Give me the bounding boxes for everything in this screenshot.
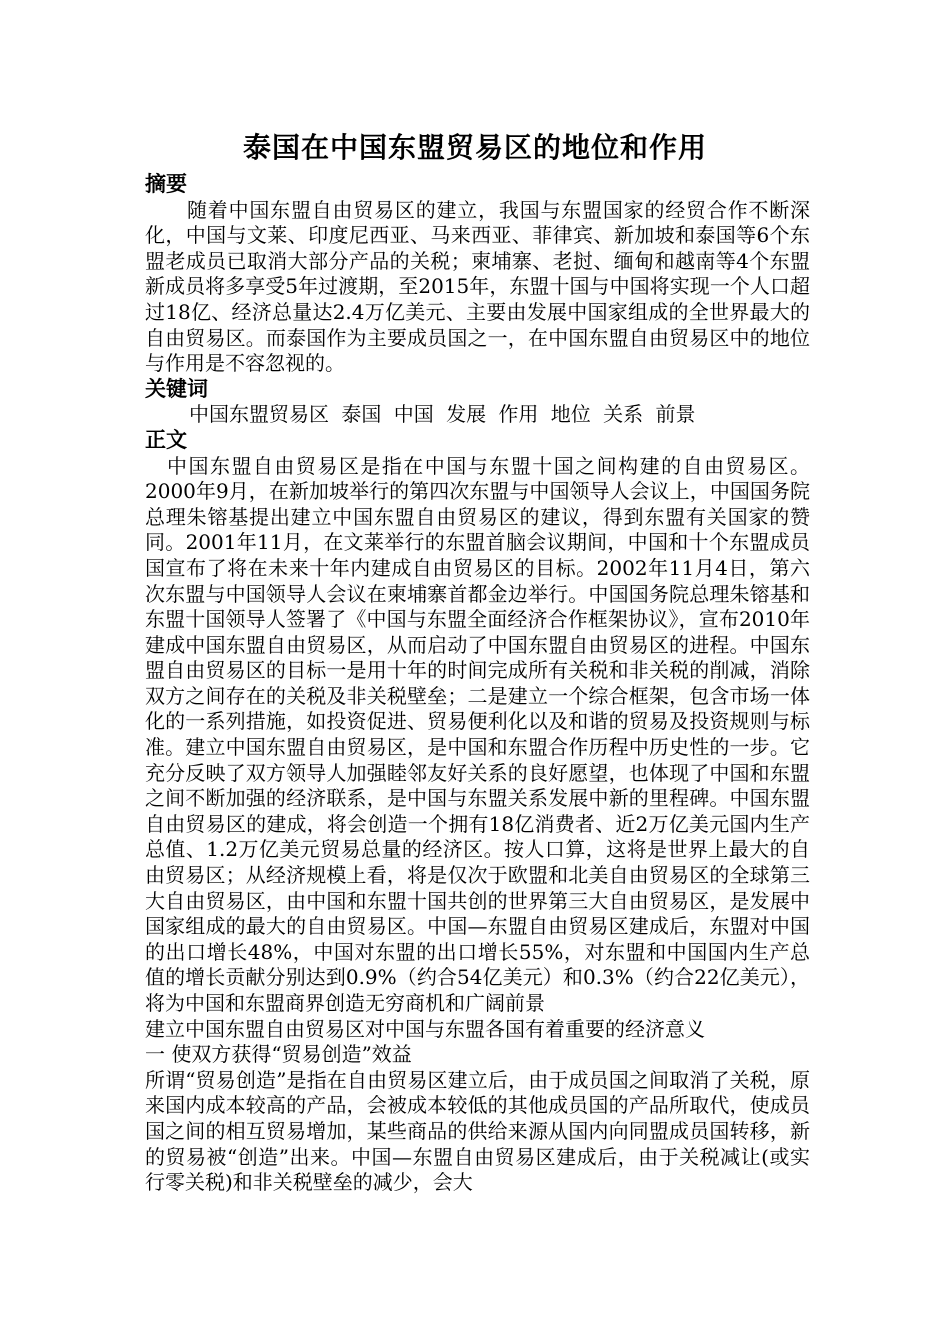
abstract-paragraph: 随着中国东盟自由贸易区的建立，我国与东盟国家的经贸合作不断深化，中国与文莱、印度尼西亚、马来西亚、菲律宾、新加坡和泰国等6个东盟老成员已取消大部分产品的关税；柬埔寨、老挝、缅甸和越南等4个东盟新成员将多享受5年过渡期，至2015年，东盟十国与中国将实现一个人口超过18亿、经济总量达2.4万亿美元、主要由发展中国家组成的全世界最大的自由贸易区。而泰国作为主要成员国之一，在中国东盟自由贸易区中的地位与作用是不容忽视的。 bbox=[145, 197, 810, 376]
section-intro: 建立中国东盟自由贸易区对中国与东盟各国有着重要的经济意义 bbox=[145, 1016, 705, 1041]
keywords-line: 中国东盟贸易区 泰国 中国 发展 作用 地位 关系 前景 bbox=[189, 402, 696, 427]
document-title: 泰国在中国东盟贸易区的地位和作用 bbox=[242, 131, 707, 164]
keywords-heading: 关键词 bbox=[145, 376, 208, 401]
section-one-paragraph: 所谓“贸易创造”是指在自由贸易区建立后，由于成员国之间取消了关税，原来国内成本较高的产品，会被成本较低的其他成员国的产品所取代，使成员国之间的相互贸易增加，某些商品的供给来源从国内向同盟成员国转移，新的贸易被“创造”出来。中国—东盟自由贸易区建成后，由于关税减让(或实行零关税)和非关税壁垒的减少，会大 bbox=[145, 1067, 810, 1195]
abstract-heading: 摘要 bbox=[145, 172, 187, 196]
section-one-heading: 一 使双方获得“贸易创造”效益 bbox=[145, 1042, 412, 1067]
body-paragraph: 中国东盟自由贸易区是指在中国与东盟十国之间构建的自由贸易区。 2000年9月，在新加坡举行的第四次东盟与中国领导人会议上，中国国务院总理朱镕基提出建立中国东盟自由贸易区的建议，得到东盟有关国家的赞同。2001年11月，在文莱举行的东盟首脑会议期间，中国和十个东盟成员国宣布了将在未来十年内建成自由贸易区的目标。2002年11月4日，第六次东盟与中国领导人会议在柬埔寨首都金边举行。中国国务院总理朱镕基和东盟十国领导人签署了《中国与东盟全面经济合作框架协议》，宣布2010年建成中国东盟自由贸易区，从而启动了中国东盟自由贸易区的进程。中国东盟自由贸易区的目标一是用十年的时间完成所有关税和非关税的削减，消除双方之间存在的关税及非关税壁垒；二是建立一个综合框架，包含市场一体化的一系列措施，如投资促进、贸易便利化以及和谐的贸易及投资规则与标准。建立中国东盟自由贸易区，是中国和东盟合作历程中历史性的一步。它充分反映了双方领导人加强睦邻友好关系的良好愿望，也体现了中国和东盟之间不断加强的经济联系，是中国与东盟关系发展中新的里程碑。中国东盟自由贸易区的建成，将会创造一个拥有18亿消费者、近2万亿美元国内生产总值、1.2万亿美元贸易总量的经济区。按人口算，这将是世界上最大的自由贸易区；从经济规模上看，将是仅次于欧盟和北美自由贸易区的全球第三大自由贸易区，由中国和东盟十国共创的世界第三大自由贸易区，是发展中国家组成的最大的自由贸易区。中国—东盟自由贸易区建成后，东盟对中国的出口增长48%，中国对东盟的出口增长55%，对东盟和中国国内生产总值的增长贡献分别达到0.9%（约合54亿美元）和0.3%（约合22亿美元），将为中国和东盟商界创造无穷商机和广阔前景 bbox=[145, 453, 810, 1015]
body-heading: 正文 bbox=[145, 427, 187, 452]
document-body bbox=[145, 172, 810, 1196]
